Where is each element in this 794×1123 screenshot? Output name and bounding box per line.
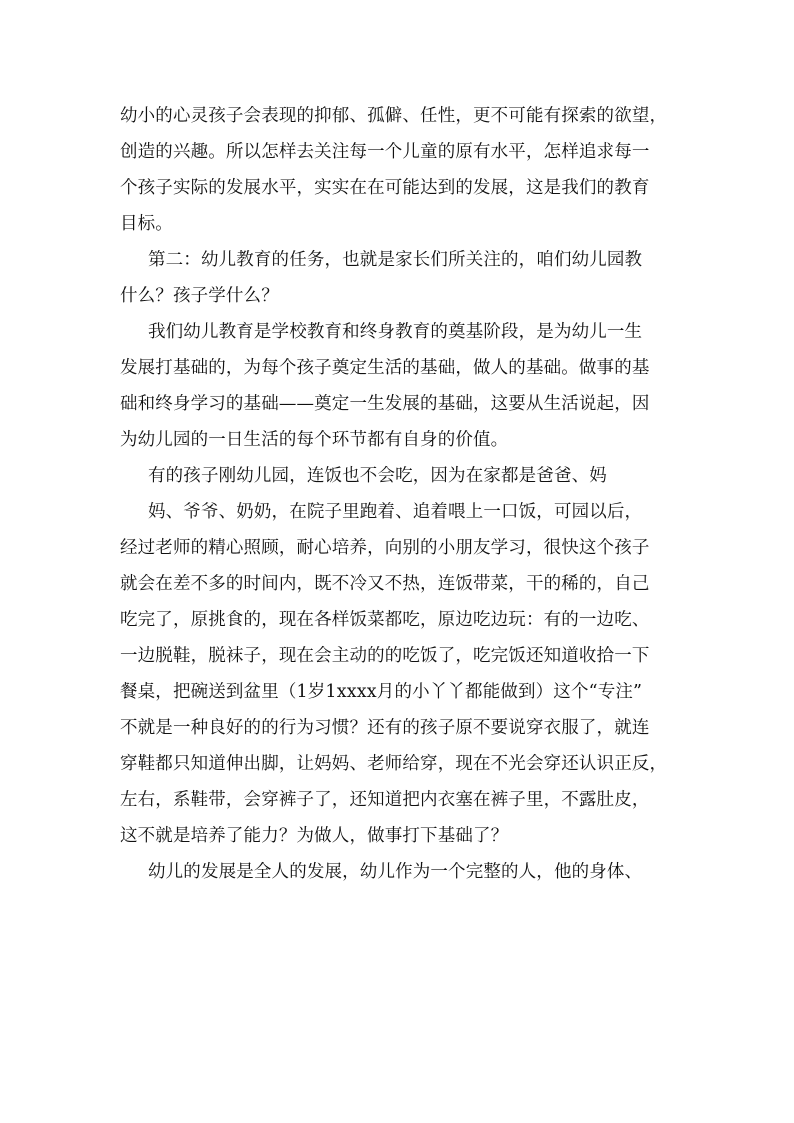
text-line: 一边脱鞋，脱袜子，现在会主动的的吃饭了，吃完饭还知道收拾一下 [120,646,650,666]
text-line: 妈、爷爷、奶奶，在院子里跑着、追着喂上一口饭，可园以后， [148,502,643,522]
document-body [120,98,680,890]
text-line: 幼儿的发展是全人的发展，幼儿作为一个完整的人，他的身体、 [148,862,643,882]
text-line: 穿鞋都只知道伸出脚，让妈妈、老师给穿，现在不光会穿还认识正反， [120,754,668,774]
text-line: 这不就是培养了能力？为做人，做事打下基础了？ [120,826,509,846]
text-line: 吃完了，原挑食的，现在各样饭菜都吃，原边吃边玩：有的一边吃、 [120,610,650,630]
text-line: 幼小的心灵孩子会表现的抑郁、孤僻、任性，更不可能有探索的欲望， [120,106,668,126]
text-line: 餐桌，把碗送到盆里（1岁1xxxx月的小丫丫都能做到）这个“专注” [120,682,643,702]
text-line: 不就是一种良好的的行为习惯？还有的孩子原不要说穿衣服了，就连 [120,718,650,738]
text-line: 经过老师的精心照顾，耐心培养，向别的小朋友学习，很快这个孩子 [120,538,650,558]
text-line: 个孩子实际的发展水平，实实在在可能达到的发展，这是我们的教育 [120,178,650,198]
text-line: 有的孩子刚幼儿园，连饭也不会吃，因为在家都是爸爸、妈 [148,466,607,486]
text-line: 础和终身学习的基础——奠定一生发展的基础，这要从生活说起，因 [120,394,650,414]
text-line: 就会在差不多的时间内，既不冷又不热，连饭带菜，干的稀的，自己 [120,574,650,594]
text-line: 发展打基础的，为每个孩子奠定生活的基础，做人的基础。做事的基 [120,358,650,378]
text-line: 创造的兴趣。所以怎样去关注每一个儿童的原有水平，怎样追求每一 [120,142,650,162]
text-line: 为幼儿园的一日生活的每个环节都有自身的价值。 [120,430,509,450]
text-line: 左右，系鞋带，会穿裤子了，还知道把内衣塞在裤子里，不露肚皮， [120,790,650,810]
text-line: 什么？孩子学什么？ [120,286,279,306]
text-line: 我们幼儿教育是学校教育和终身教育的奠基阶段，是为幼儿一生 [148,322,643,342]
text-line: 第二：幼儿教育的任务，也就是家长们所关注的，咱们幼儿园教 [148,250,643,270]
text-line: 目标。 [120,214,173,234]
